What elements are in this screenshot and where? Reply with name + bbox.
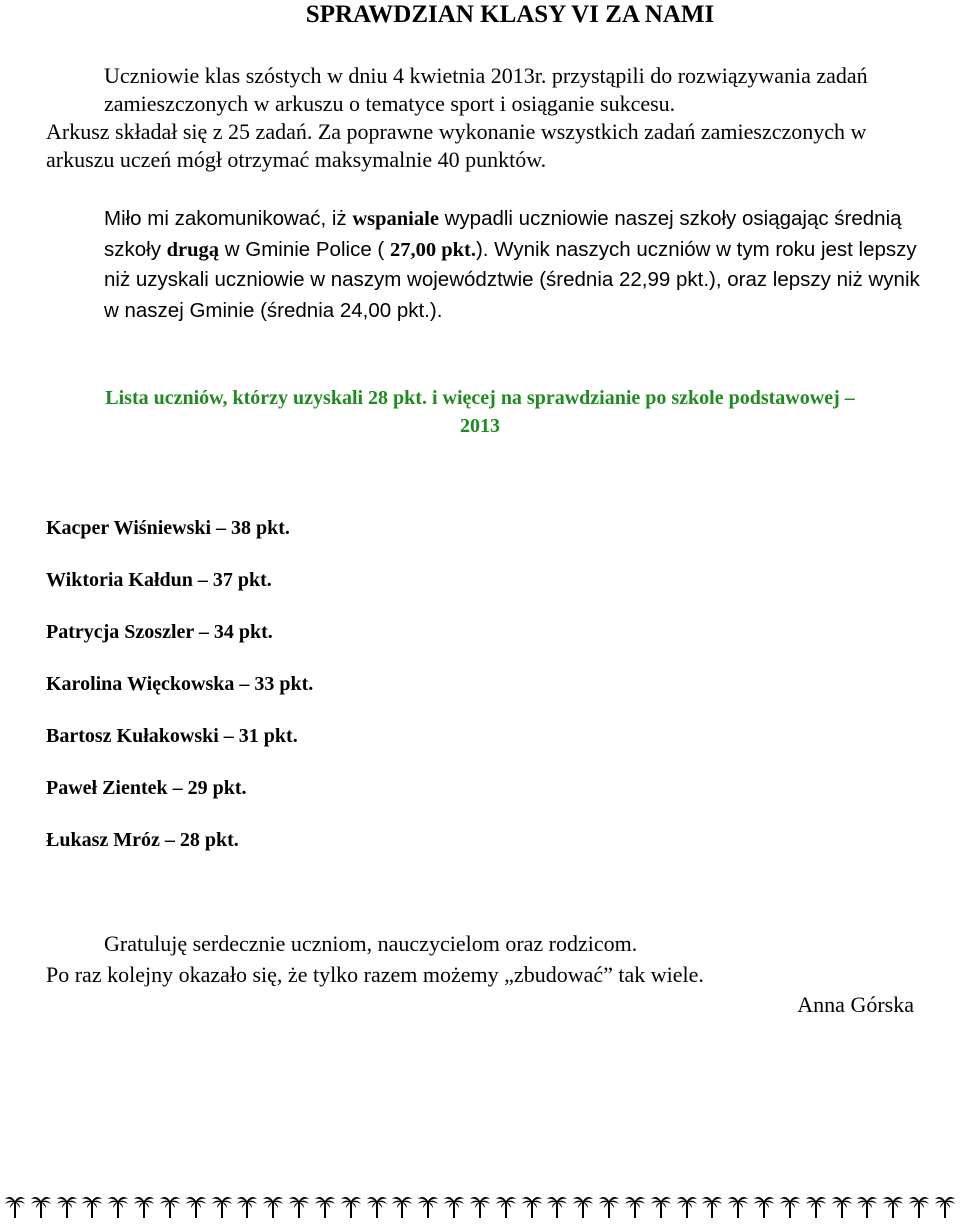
palm-tree-icon [882, 1193, 904, 1219]
palm-tree-icon [159, 1193, 181, 1219]
palm-tree-icon [934, 1193, 956, 1219]
palm-tree-icon [443, 1193, 465, 1219]
palm-tree-icon [211, 1193, 233, 1219]
palm-tree-icon [624, 1193, 646, 1219]
student-item: Bartosz Kułakowski – 31 pkt. [46, 725, 298, 747]
palm-tree-icon [81, 1193, 103, 1219]
closing-line-2: Po raz kolejny okazało się, że tylko razem możemy „zbudować” tak wiele. [46, 962, 704, 987]
palm-tree-icon [185, 1193, 207, 1219]
palm-tree-icon [856, 1193, 878, 1219]
palm-tree-icon [107, 1193, 129, 1219]
palm-tree-icon [417, 1193, 439, 1219]
student-list-heading [30, 384, 930, 440]
palm-tree-icon [650, 1193, 672, 1219]
results-bold-3: 27,00 pkt. [389, 238, 476, 261]
palm-tree-icon [56, 1193, 78, 1219]
palm-tree-icon [314, 1193, 336, 1219]
palm-tree-icon [753, 1193, 775, 1219]
palm-tree-icon [4, 1193, 26, 1219]
closing-section [46, 928, 926, 990]
palm-tree-icon [236, 1193, 258, 1219]
results-text-4: ). Wynik naszych uczniów w tym roku jest lepszy niż uzyskali uczniowie w naszym województwie (średnia 22,99 pkt.), oraz lepszy niż wynik w naszej Gminie (średnia 24,00 pkt.). [104, 237, 920, 322]
palm-tree-icon [262, 1193, 284, 1219]
student-item: Patrycja Szoszler – 34 pkt. [46, 621, 273, 643]
palm-tree-icon [598, 1193, 620, 1219]
palm-tree-icon [701, 1193, 723, 1219]
intro-section [46, 62, 926, 174]
results-section [46, 204, 926, 326]
closing-line-1: Gratuluję serdecznie uczniom, nauczycielom oraz rodzicom. [104, 931, 638, 956]
results-text-1: Miło mi zakomunikować, iż [104, 207, 353, 230]
palm-tree-icon [366, 1193, 388, 1219]
signature: Anna Górska [797, 992, 914, 1017]
palm-tree-icon [805, 1193, 827, 1219]
student-item: Łukasz Mróz – 28 pkt. [46, 829, 239, 851]
results-bold-1: wspaniale [352, 208, 439, 230]
intro-paragraph-2: Arkusz składał się z 25 zadań. Za poprawne wykonanie wszystkich zadań zamieszczonych w arkuszu uczeń mógł otrzymać maksymalnie 40 punktów. [46, 119, 867, 172]
palm-tree-icon [495, 1193, 517, 1219]
palm-tree-icon [779, 1193, 801, 1219]
palm-tree-icon [133, 1193, 155, 1219]
results-text-3: w Gminie Police ( [219, 237, 390, 261]
palm-tree-icon [288, 1193, 310, 1219]
palm-tree-icon [727, 1193, 749, 1219]
student-item: Wiktoria Kałdun – 37 pkt. [46, 569, 272, 591]
palm-tree-icon [908, 1193, 930, 1219]
palm-tree-icon [469, 1193, 491, 1219]
intro-paragraph-1: Uczniowie klas szóstych w dniu 4 kwietnia 2013r. przystąpili do rozwiązywania zadań zamieszczonych w arkuszu o tematyce sport i osiąganie sukcesu. [104, 63, 868, 116]
palm-tree-icon [572, 1193, 594, 1219]
results-bold-2: drugą [166, 238, 220, 261]
palm-tree-icon [831, 1193, 853, 1219]
student-list-heading-line-2: 2013 [460, 415, 500, 437]
palm-tree-icon [340, 1193, 362, 1219]
page-title: SPRAWDZIAN KLASY VI ZA NAMI [305, 1, 715, 28]
decorative-border [0, 1193, 960, 1219]
student-item: Kacper Wiśniewski – 38 pkt. [46, 517, 290, 539]
student-list-heading-line-1: Lista uczniów, którzy uzyskali 28 pkt. i więcej na sprawdzianie po szkole podstawowej – [105, 387, 855, 409]
results-paragraph [46, 204, 926, 326]
palm-tree-icon [30, 1193, 52, 1219]
palm-tree-icon [676, 1193, 698, 1219]
palm-tree-icon [521, 1193, 543, 1219]
results-text-2: wypadli uczniowie naszej szkoły osiągając średnią szkoły [104, 207, 902, 261]
palm-tree-icon [546, 1193, 568, 1219]
student-item: Paweł Zientek – 29 pkt. [46, 777, 247, 799]
palm-tree-icon [391, 1193, 413, 1219]
student-item: Karolina Więckowska – 33 pkt. [46, 673, 314, 695]
